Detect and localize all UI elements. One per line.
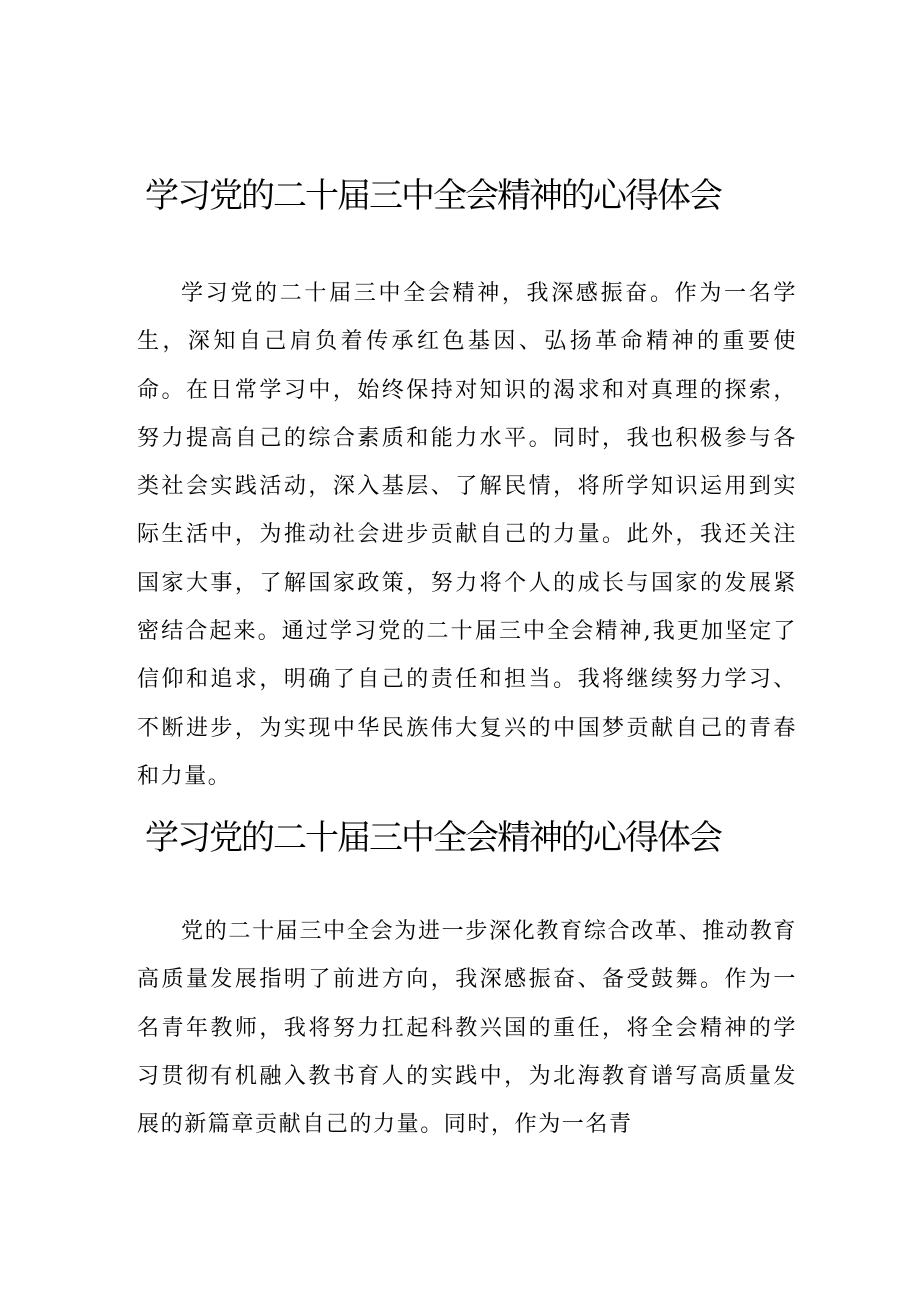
section-1-body: 学习党的二十届三中全会精神，我深感振奋。作为一名学生，深知自己肩负着传承红色基因、弘扬革命精神的重要使命。在日常学习中，始终保持对知识的渴求和对真理的探索，努力提高自己的综合素质和能力水平。同时，我也积极参与各类社会实践活动，深入基层、了解民情，将所学知识运用到实际生活中，为推动社会进步贡献自己的力量。此外，我还关注国家大事，了解国家政策，努力将个人的成长与国家的发展紧密结合起来。通过学习党的二十届三中全会精神,我更加坚定了信仰和追求，明确了自己的责任和担当。我将继续努力学习、不断进步，为实现中华民族伟大复兴的中国梦贡献自己的青春和力量。 (137, 281, 797, 789)
section-1-title: 学习党的二十届三中全会精神的心得体会 (145, 176, 721, 216)
section-2-title: 学习党的二十届三中全会精神的心得体会 (145, 818, 721, 858)
section-2-body: 党的二十届三中全会为进一步深化教育综合改革、推动教育高质量发展指明了前进方向，我深感振奋、备受鼓舞。作为一名青年教师，我将努力扛起科教兴国的重任，将全会精神的学习贯彻有机融入教书育人的实践中，为北海教育谱写高质量发展的新篇章贡献自己的力量。同时，作为一名青 (137, 919, 797, 1138)
